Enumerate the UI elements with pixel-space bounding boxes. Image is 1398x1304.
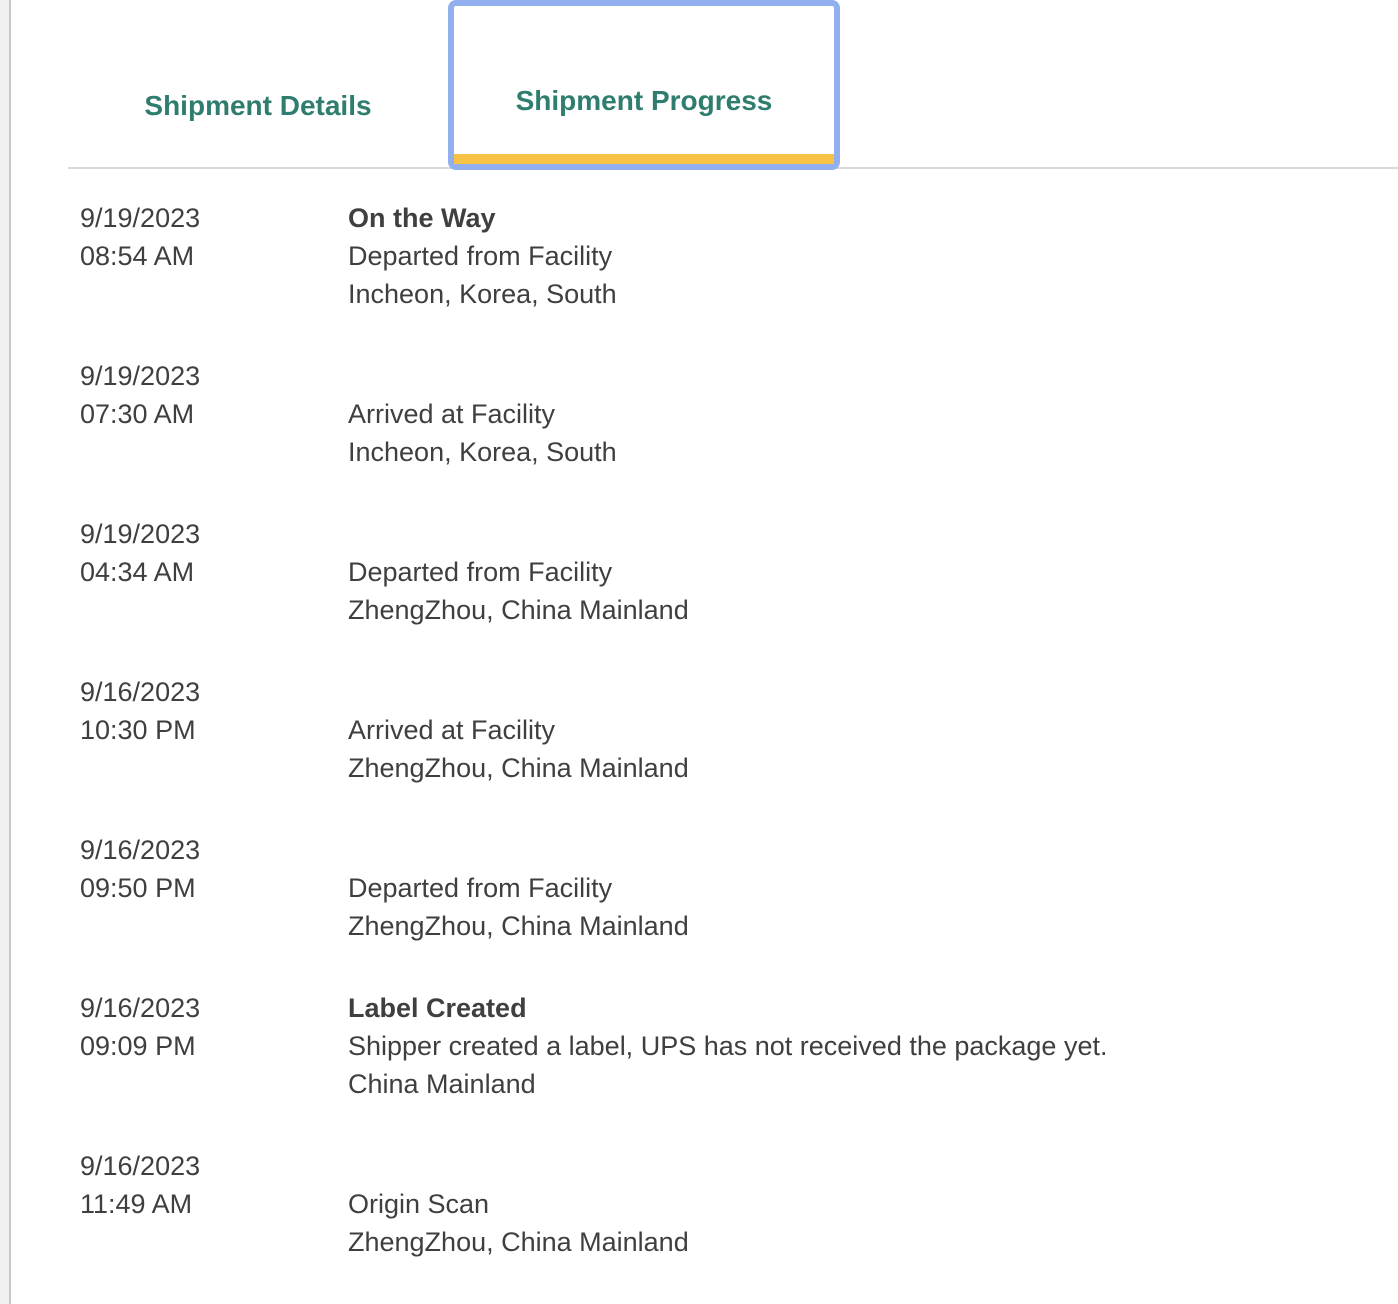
timeline-row [80, 831, 1398, 945]
event-status: On the Way [348, 203, 496, 233]
event-date: 9/16/2023 [80, 1151, 201, 1181]
event-date: 9/19/2023 [80, 203, 201, 233]
event-datetime-column [80, 515, 348, 629]
tab-shipment-details-label: Shipment Details [144, 90, 372, 121]
event-time: 09:09 PM [80, 1031, 196, 1061]
event-description: Departed from Facility [348, 241, 613, 271]
event-date: 9/16/2023 [80, 835, 201, 865]
event-description: Origin Scan [348, 1189, 490, 1219]
event-time: 09:50 PM [80, 873, 196, 903]
event-date: 9/16/2023 [80, 677, 201, 707]
event-time: 11:49 AM [80, 1189, 193, 1219]
event-details-column [348, 515, 1398, 629]
event-description: Shipper created a label, UPS has not received the package yet. [348, 1031, 1108, 1061]
shipment-progress-timeline [68, 169, 1398, 1261]
active-tab-underline [454, 154, 834, 164]
event-time: 10:30 PM [80, 715, 196, 745]
event-location: ZhengZhou, China Mainland [348, 1227, 689, 1257]
event-status: Label Created [348, 993, 527, 1023]
event-datetime-column [80, 357, 348, 471]
event-description: Departed from Facility [348, 557, 613, 587]
tab-shipment-progress[interactable] [448, 0, 840, 170]
event-time: 08:54 AM [80, 241, 195, 271]
timeline-row [80, 515, 1398, 629]
event-details-column [348, 357, 1398, 471]
timeline-row [80, 1147, 1398, 1261]
event-details-column [348, 673, 1398, 787]
event-status [348, 831, 1398, 869]
event-date: 9/19/2023 [80, 519, 201, 549]
event-location: Incheon, Korea, South [348, 437, 617, 467]
tracking-panel [68, 0, 1398, 1261]
timeline-row [80, 673, 1398, 787]
event-date: 9/19/2023 [80, 361, 201, 391]
event-description: Arrived at Facility [348, 715, 556, 745]
event-details-column [348, 199, 1398, 313]
event-status [348, 515, 1398, 553]
event-location: ZhengZhou, China Mainland [348, 595, 689, 625]
event-status [348, 673, 1398, 711]
page-left-gutter [0, 0, 11, 1304]
timeline-row [80, 989, 1398, 1103]
timeline-row [80, 199, 1398, 313]
event-status [348, 1147, 1398, 1185]
tab-bar [68, 0, 1398, 169]
timeline-row [80, 357, 1398, 471]
event-details-column [348, 831, 1398, 945]
event-location: Incheon, Korea, South [348, 279, 617, 309]
event-details-column [348, 1147, 1398, 1261]
event-description: Arrived at Facility [348, 399, 556, 429]
event-location: ZhengZhou, China Mainland [348, 753, 689, 783]
event-datetime-column [80, 199, 348, 313]
event-datetime-column [80, 1147, 348, 1261]
event-details-column [348, 989, 1398, 1103]
event-status [348, 357, 1398, 395]
event-time: 07:30 AM [80, 399, 195, 429]
event-location: China Mainland [348, 1069, 536, 1099]
event-datetime-column [80, 831, 348, 945]
event-datetime-column [80, 673, 348, 787]
event-description: Departed from Facility [348, 873, 613, 903]
event-location: ZhengZhou, China Mainland [348, 911, 689, 941]
tab-shipment-details[interactable] [68, 0, 448, 167]
event-datetime-column [80, 989, 348, 1103]
event-date: 9/16/2023 [80, 993, 201, 1023]
event-time: 04:34 AM [80, 557, 195, 587]
tab-shipment-progress-label: Shipment Progress [515, 85, 773, 116]
